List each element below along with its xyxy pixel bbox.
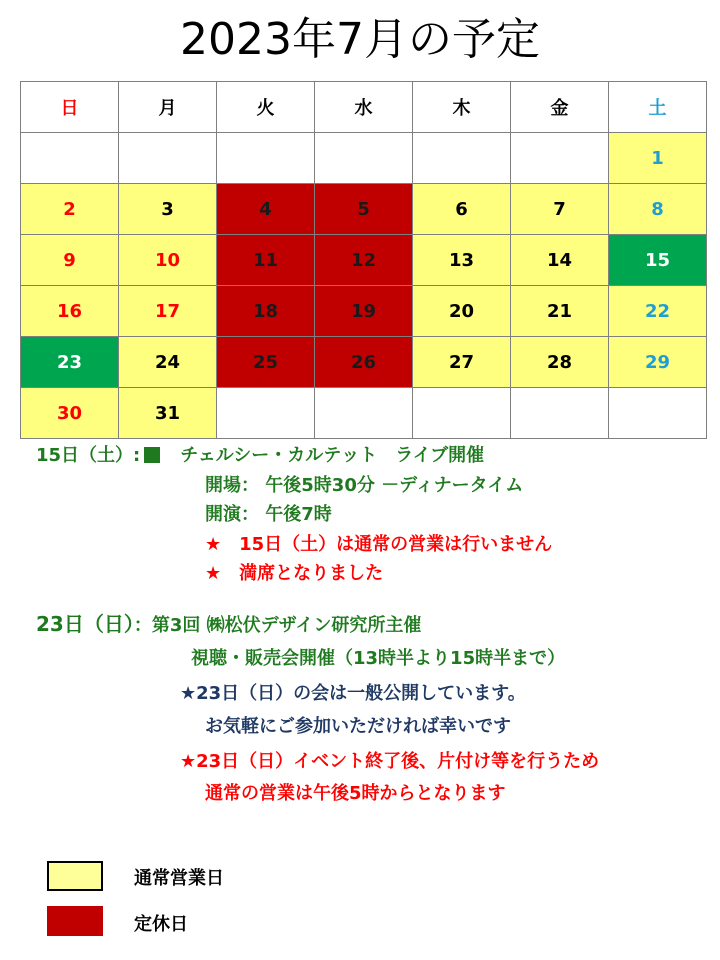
day-cell: 19 (315, 286, 413, 337)
day-cell: 10 (119, 235, 217, 286)
day-cell: 28 (511, 337, 609, 388)
event23-welcome: お気軽にご参加いただければ幸いです (205, 716, 511, 737)
empty-day-cell (315, 388, 413, 439)
day-cell: 21 (511, 286, 609, 337)
day-cell: 25 (217, 337, 315, 388)
day-cell: 11 (217, 235, 315, 286)
day-cell: 18 (217, 286, 315, 337)
day-cell: 20 (413, 286, 511, 337)
day-cell: 26 (315, 337, 413, 388)
empty-day-cell (609, 388, 707, 439)
weekday-header: 水 (315, 82, 413, 133)
day-cell: 12 (315, 235, 413, 286)
event15-line (36, 441, 484, 467)
empty-day-cell (413, 133, 511, 184)
event15-note-no-business: ★ 15日（土）は通常の営業は行いません (205, 534, 553, 555)
event15-start-time: 開演： 午後7時 (205, 504, 332, 525)
day-cell: 9 (21, 235, 119, 286)
weekday-header: 火 (217, 82, 315, 133)
event23-title: ：第3回 ㈱松伏デザイン研究所主催 (133, 615, 422, 636)
event23-cleanup: ★23日（日）イベント終了後、片付け等を行うため (180, 751, 600, 772)
weekday-header: 土 (609, 82, 707, 133)
day-cell: 1 (609, 133, 707, 184)
event23-public: ★23日（日）の会は一般公開しています。 (180, 683, 526, 704)
day-cell: 5 (315, 184, 413, 235)
calendar-grid (20, 81, 707, 439)
event23-line (36, 608, 421, 637)
empty-day-cell (217, 133, 315, 184)
weekday-header: 日 (21, 82, 119, 133)
day-cell: 14 (511, 235, 609, 286)
day-cell: 30 (21, 388, 119, 439)
event23-viewing: 視聴・販売会開催（13時半より15時半まで） (191, 648, 566, 669)
day-cell: 23 (21, 337, 119, 388)
day-cell: 3 (119, 184, 217, 235)
empty-day-cell (217, 388, 315, 439)
event15-open-time: 開場： 午後5時30分 －ディナータイム (205, 475, 524, 496)
day-cell: 31 (119, 388, 217, 439)
event15-note-full: ★ 満席となりました (205, 563, 384, 584)
day-cell: 15 (609, 235, 707, 286)
event23-heading: 23日（日） (36, 612, 134, 636)
event23-hours: 通常の営業は午後5時からとなります (205, 783, 506, 804)
day-cell: 7 (511, 184, 609, 235)
day-cell: 8 (609, 184, 707, 235)
day-cell: 16 (21, 286, 119, 337)
empty-day-cell (119, 133, 217, 184)
page-title: 2023年7月の予定 (180, 14, 540, 65)
empty-day-cell (413, 388, 511, 439)
weekday-header: 木 (413, 82, 511, 133)
day-cell: 22 (609, 286, 707, 337)
day-cell: 6 (413, 184, 511, 235)
day-cell: 4 (217, 184, 315, 235)
legend-closed-label: 定休日 (134, 914, 188, 935)
day-cell: 13 (413, 235, 511, 286)
empty-day-cell (315, 133, 413, 184)
day-cell: 27 (413, 337, 511, 388)
legend-open-label: 通常営業日 (134, 868, 224, 889)
square-bullet-icon (144, 447, 160, 463)
weekday-header: 月 (119, 82, 217, 133)
empty-day-cell (511, 388, 609, 439)
day-cell: 24 (119, 337, 217, 388)
empty-day-cell (21, 133, 119, 184)
day-cell: 29 (609, 337, 707, 388)
day-cell: 2 (21, 184, 119, 235)
event15-title: チェルシー・カルテット ライブ開催 (180, 445, 485, 466)
day-cell: 17 (119, 286, 217, 337)
event15-heading: 15日（土）: (36, 445, 141, 466)
weekday-header: 金 (511, 82, 609, 133)
empty-day-cell (511, 133, 609, 184)
legend-closed-swatch (47, 906, 103, 936)
legend-open-swatch (47, 861, 103, 891)
